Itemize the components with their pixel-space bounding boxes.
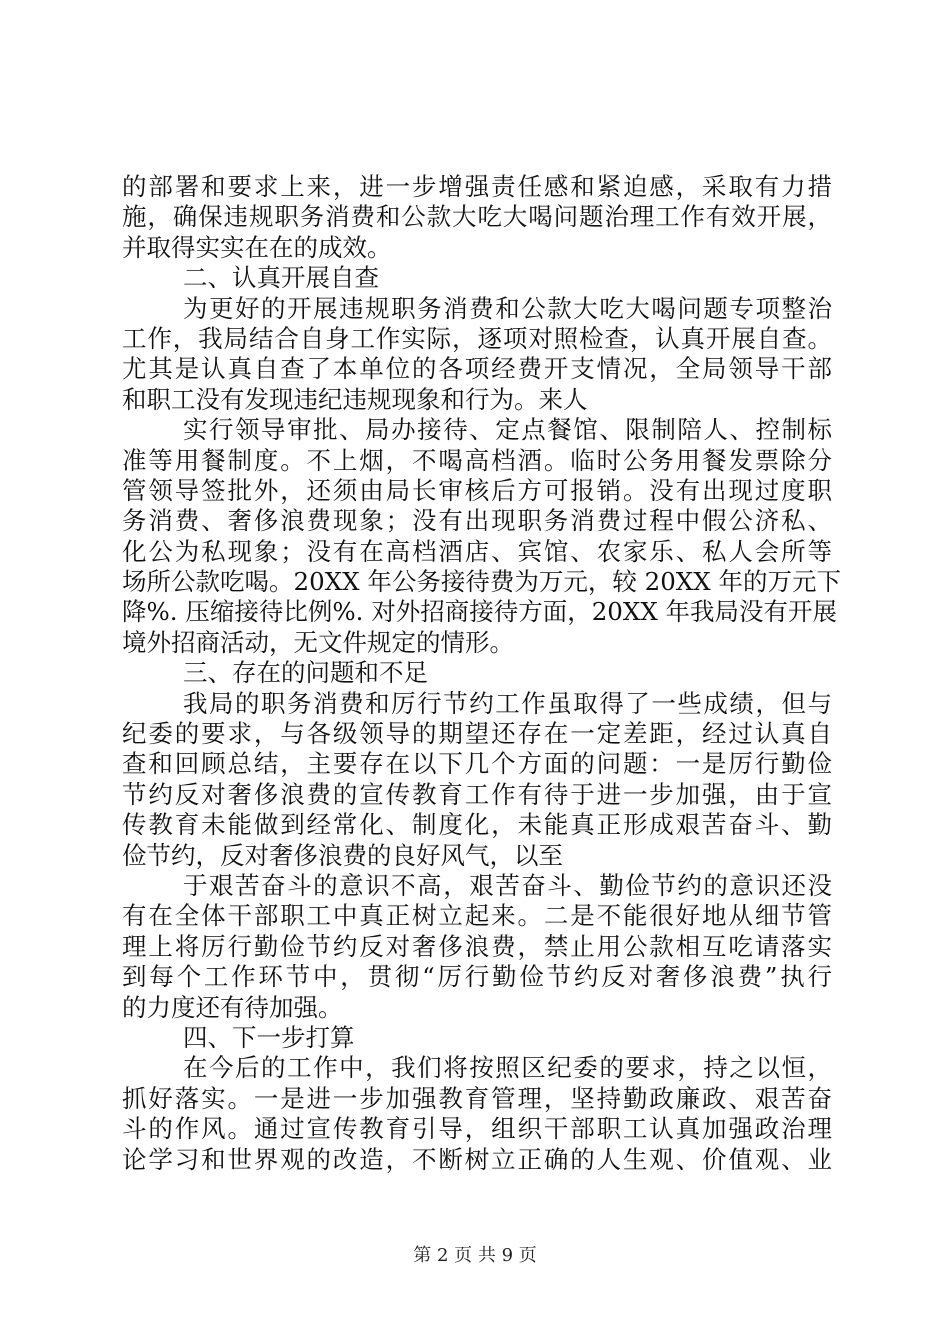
text-line: 和职工没有发现违纪违规现象和行为。来人 xyxy=(122,384,588,414)
text-line: 在今后的工作中，我们将按照区纪委的要求，持之以恒， xyxy=(183,1053,832,1083)
text-line: 纪委的要求，与各级领导的期望还存在一定差距，经过认真自 xyxy=(122,719,832,749)
text-line: 为更好的开展违规职务消费和公款大吃大喝问题专项整治 xyxy=(183,293,832,323)
text-line: 斗的作风。通过宣传教育引导，组织干部职工认真加强政治理 xyxy=(122,1114,832,1144)
text-line: 理上将厉行勤俭节约反对奢侈浪费，禁止用公款相互吃请落实 xyxy=(122,931,832,961)
page-footer: 第 2 页 共 9 页 xyxy=(413,1245,537,1266)
text-line: 尤其是认真自查了本单位的各项经费开支情况，全局领导干部 xyxy=(122,354,832,384)
text-line: 俭节约，反对奢侈浪费的良好风气，以至 xyxy=(122,840,563,870)
text-line: 的力度还有待加强。 xyxy=(122,992,343,1022)
text-line: 传教育未能做到经常化、制度化，未能真正形成艰苦奋斗、勤 xyxy=(122,810,832,840)
text-line: 务消费、奢侈浪费现象；没有出现职务消费过程中假公济私、 xyxy=(122,506,832,536)
section-heading: 四、下一步打算 xyxy=(183,1022,355,1052)
text-line: 施，确保违规职务消费和公款大吃大喝问题治理工作有效开展， xyxy=(122,202,832,232)
text-line: 并取得实实在在的成效。 xyxy=(122,232,392,262)
text-line: 管领导签批外，还须由局长审核后方可报销。没有出现过度职 xyxy=(122,475,832,505)
text-line: 境外招商活动，无文件规定的情形。 xyxy=(122,627,514,657)
text-line: 节约反对奢侈浪费的宣传教育工作有待于进一步加强，由于宣 xyxy=(122,779,832,809)
section-heading: 二、认真开展自查 xyxy=(183,263,379,293)
section-heading: 三、存在的问题和不足 xyxy=(183,658,428,688)
text-line: 准等用餐制度。不上烟，不喝高档酒。临时公务用餐发票除分 xyxy=(122,445,832,475)
text-line: 有在全体干部职工中真正树立起来。二是不能很好地从细节管 xyxy=(122,901,832,931)
text-line: 于艰苦奋斗的意识不高，艰苦奋斗、勤俭节约的意识还没 xyxy=(183,870,832,900)
text-line: 实行领导审批、局办接待、定点餐馆、限制陪人、控制标 xyxy=(183,415,832,445)
text-line: 降%. 压缩接待比例%. 对外招商接待方面，20XX 年我局没有开展 xyxy=(122,597,838,627)
text-line: 我局的职务消费和厉行节约工作虽取得了一些成绩，但与 xyxy=(183,688,832,718)
text-line: 场所公款吃喝。20XX 年公务接待费为万元，较 20XX 年的万元下 xyxy=(122,567,841,597)
text-line: 化公为私现象；没有在高档酒店、宾馆、农家乐、私人会所等 xyxy=(122,536,832,566)
text-line: 工作，我局结合自身工作实际，逐项对照检查，认真开展自查。 xyxy=(122,323,832,353)
text-line: 到每个工作环节中，贯彻“厉行勤俭节约反对奢侈浪费”执行 xyxy=(122,962,832,992)
text-line: 查和回顾总结，主要存在以下几个方面的问题：一是厉行勤俭 xyxy=(122,749,832,779)
document-body xyxy=(122,172,841,1175)
text-line: 论学习和世界观的改造，不断树立正确的人生观、价值观、业 xyxy=(122,1144,832,1174)
text-line: 抓好落实。一是进一步加强教育管理，坚持勤政廉政、艰苦奋 xyxy=(122,1083,832,1113)
text-line: 的部署和要求上来，进一步增强责任感和紧迫感，采取有力措 xyxy=(122,172,832,201)
